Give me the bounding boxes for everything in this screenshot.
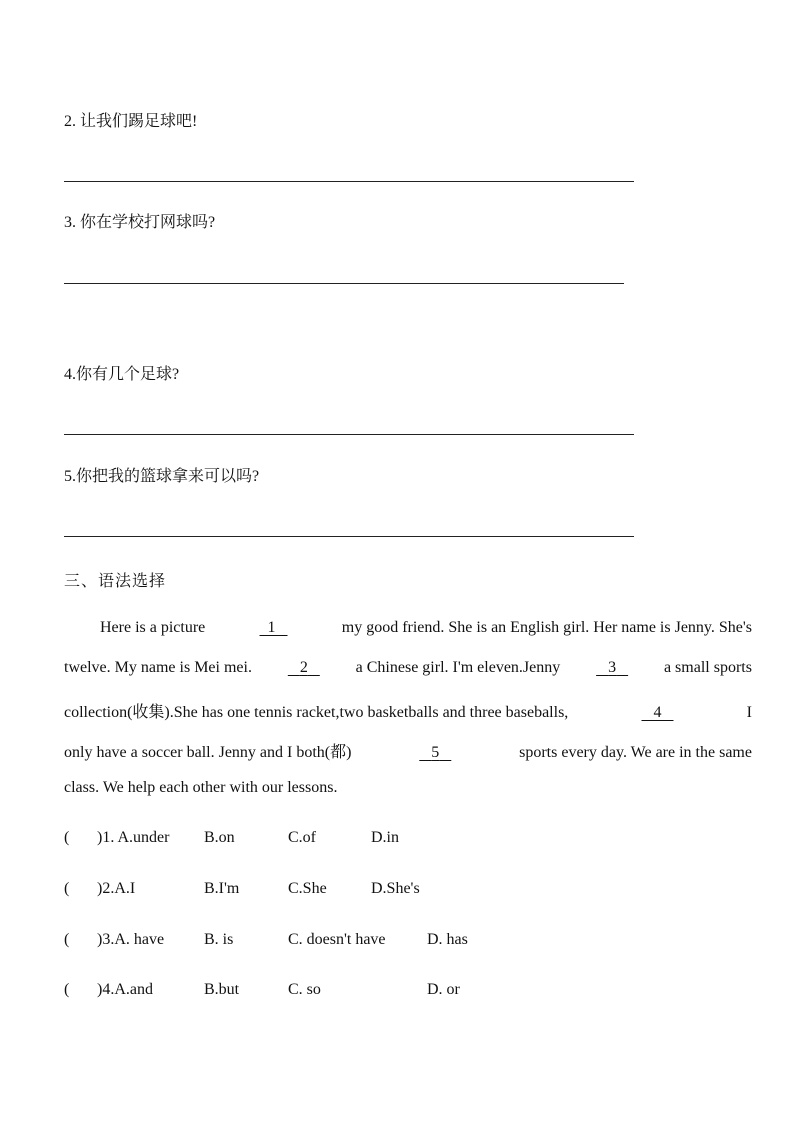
passage-line-5: class. We help each other with our lessons. [64, 779, 338, 796]
option-c[interactable]: C. so [288, 981, 321, 998]
question-3: 3. 你在学校打网球吗? [64, 214, 216, 231]
option-d[interactable]: D.in [371, 829, 399, 846]
option-a[interactable]: )1. A.under [97, 829, 170, 846]
option-b[interactable]: B. is [204, 931, 234, 948]
blank-number: 2 [299, 659, 308, 676]
answer-line-4[interactable] [64, 434, 634, 435]
passage-line-4 [64, 739, 752, 761]
option-a[interactable]: )3.A. have [97, 931, 165, 948]
passage-text: a Chinese girl. I'm eleven.Jenny [355, 659, 561, 676]
blank-number: 3 [608, 659, 617, 676]
answer-line-5[interactable] [64, 536, 634, 537]
option-c[interactable]: C. doesn't have [288, 931, 386, 948]
question-5: 5.你把我的篮球拿来可以吗? [64, 468, 260, 485]
blank-number: 1 [267, 619, 276, 636]
passage-text: my good friend. She is an English girl. Her name is Jenny. She's [341, 619, 752, 636]
answer-paren[interactable]: ( [64, 931, 70, 948]
option-b[interactable]: B.on [204, 829, 235, 846]
question-2: 2. 让我们踢足球吧! [64, 113, 198, 130]
blank-5[interactable] [419, 744, 451, 762]
option-b[interactable]: B.I'm [204, 880, 240, 897]
option-d[interactable]: D. has [427, 931, 468, 948]
blank-2[interactable] [288, 659, 320, 677]
passage-text: only have a soccer ball. Jenny and I both(都) [64, 744, 352, 761]
answer-line-3[interactable] [64, 283, 624, 284]
option-d[interactable]: D. or [427, 981, 460, 998]
option-c[interactable]: C.of [288, 829, 316, 846]
passage-line-1 [100, 619, 752, 641]
passage-line-2 [64, 659, 752, 681]
blank-number: 5 [431, 744, 440, 761]
option-b[interactable]: B.but [204, 981, 240, 998]
blank-1[interactable] [260, 619, 288, 637]
option-a[interactable]: )2.A.I [97, 880, 136, 897]
passage-text: twelve. My name is Mei mei. [64, 659, 252, 676]
blank-4[interactable] [641, 704, 673, 722]
passage-text: sports every day. We are in the same [519, 744, 752, 761]
blank-3[interactable] [596, 659, 628, 677]
passage-text: Here is a picture [100, 619, 206, 636]
answer-paren[interactable]: ( [64, 880, 70, 897]
answer-line-2[interactable] [64, 181, 634, 182]
option-d[interactable]: D.She's [371, 880, 420, 897]
passage-text: collection(收集).She has one tennis racket,two basketballs and three baseballs, [64, 704, 569, 721]
option-c[interactable]: C.She [288, 880, 327, 897]
section-title: 三、语法选择 [64, 573, 167, 590]
blank-number: 4 [653, 704, 662, 721]
passage-text: I [746, 704, 752, 721]
answer-paren[interactable]: ( [64, 981, 70, 998]
question-4: 4.你有几个足球? [64, 366, 180, 383]
passage-text: a small sports [663, 659, 752, 676]
answer-paren[interactable]: ( [64, 829, 70, 846]
option-a[interactable]: )4.A.and [97, 981, 153, 998]
passage-line-3 [64, 699, 752, 721]
